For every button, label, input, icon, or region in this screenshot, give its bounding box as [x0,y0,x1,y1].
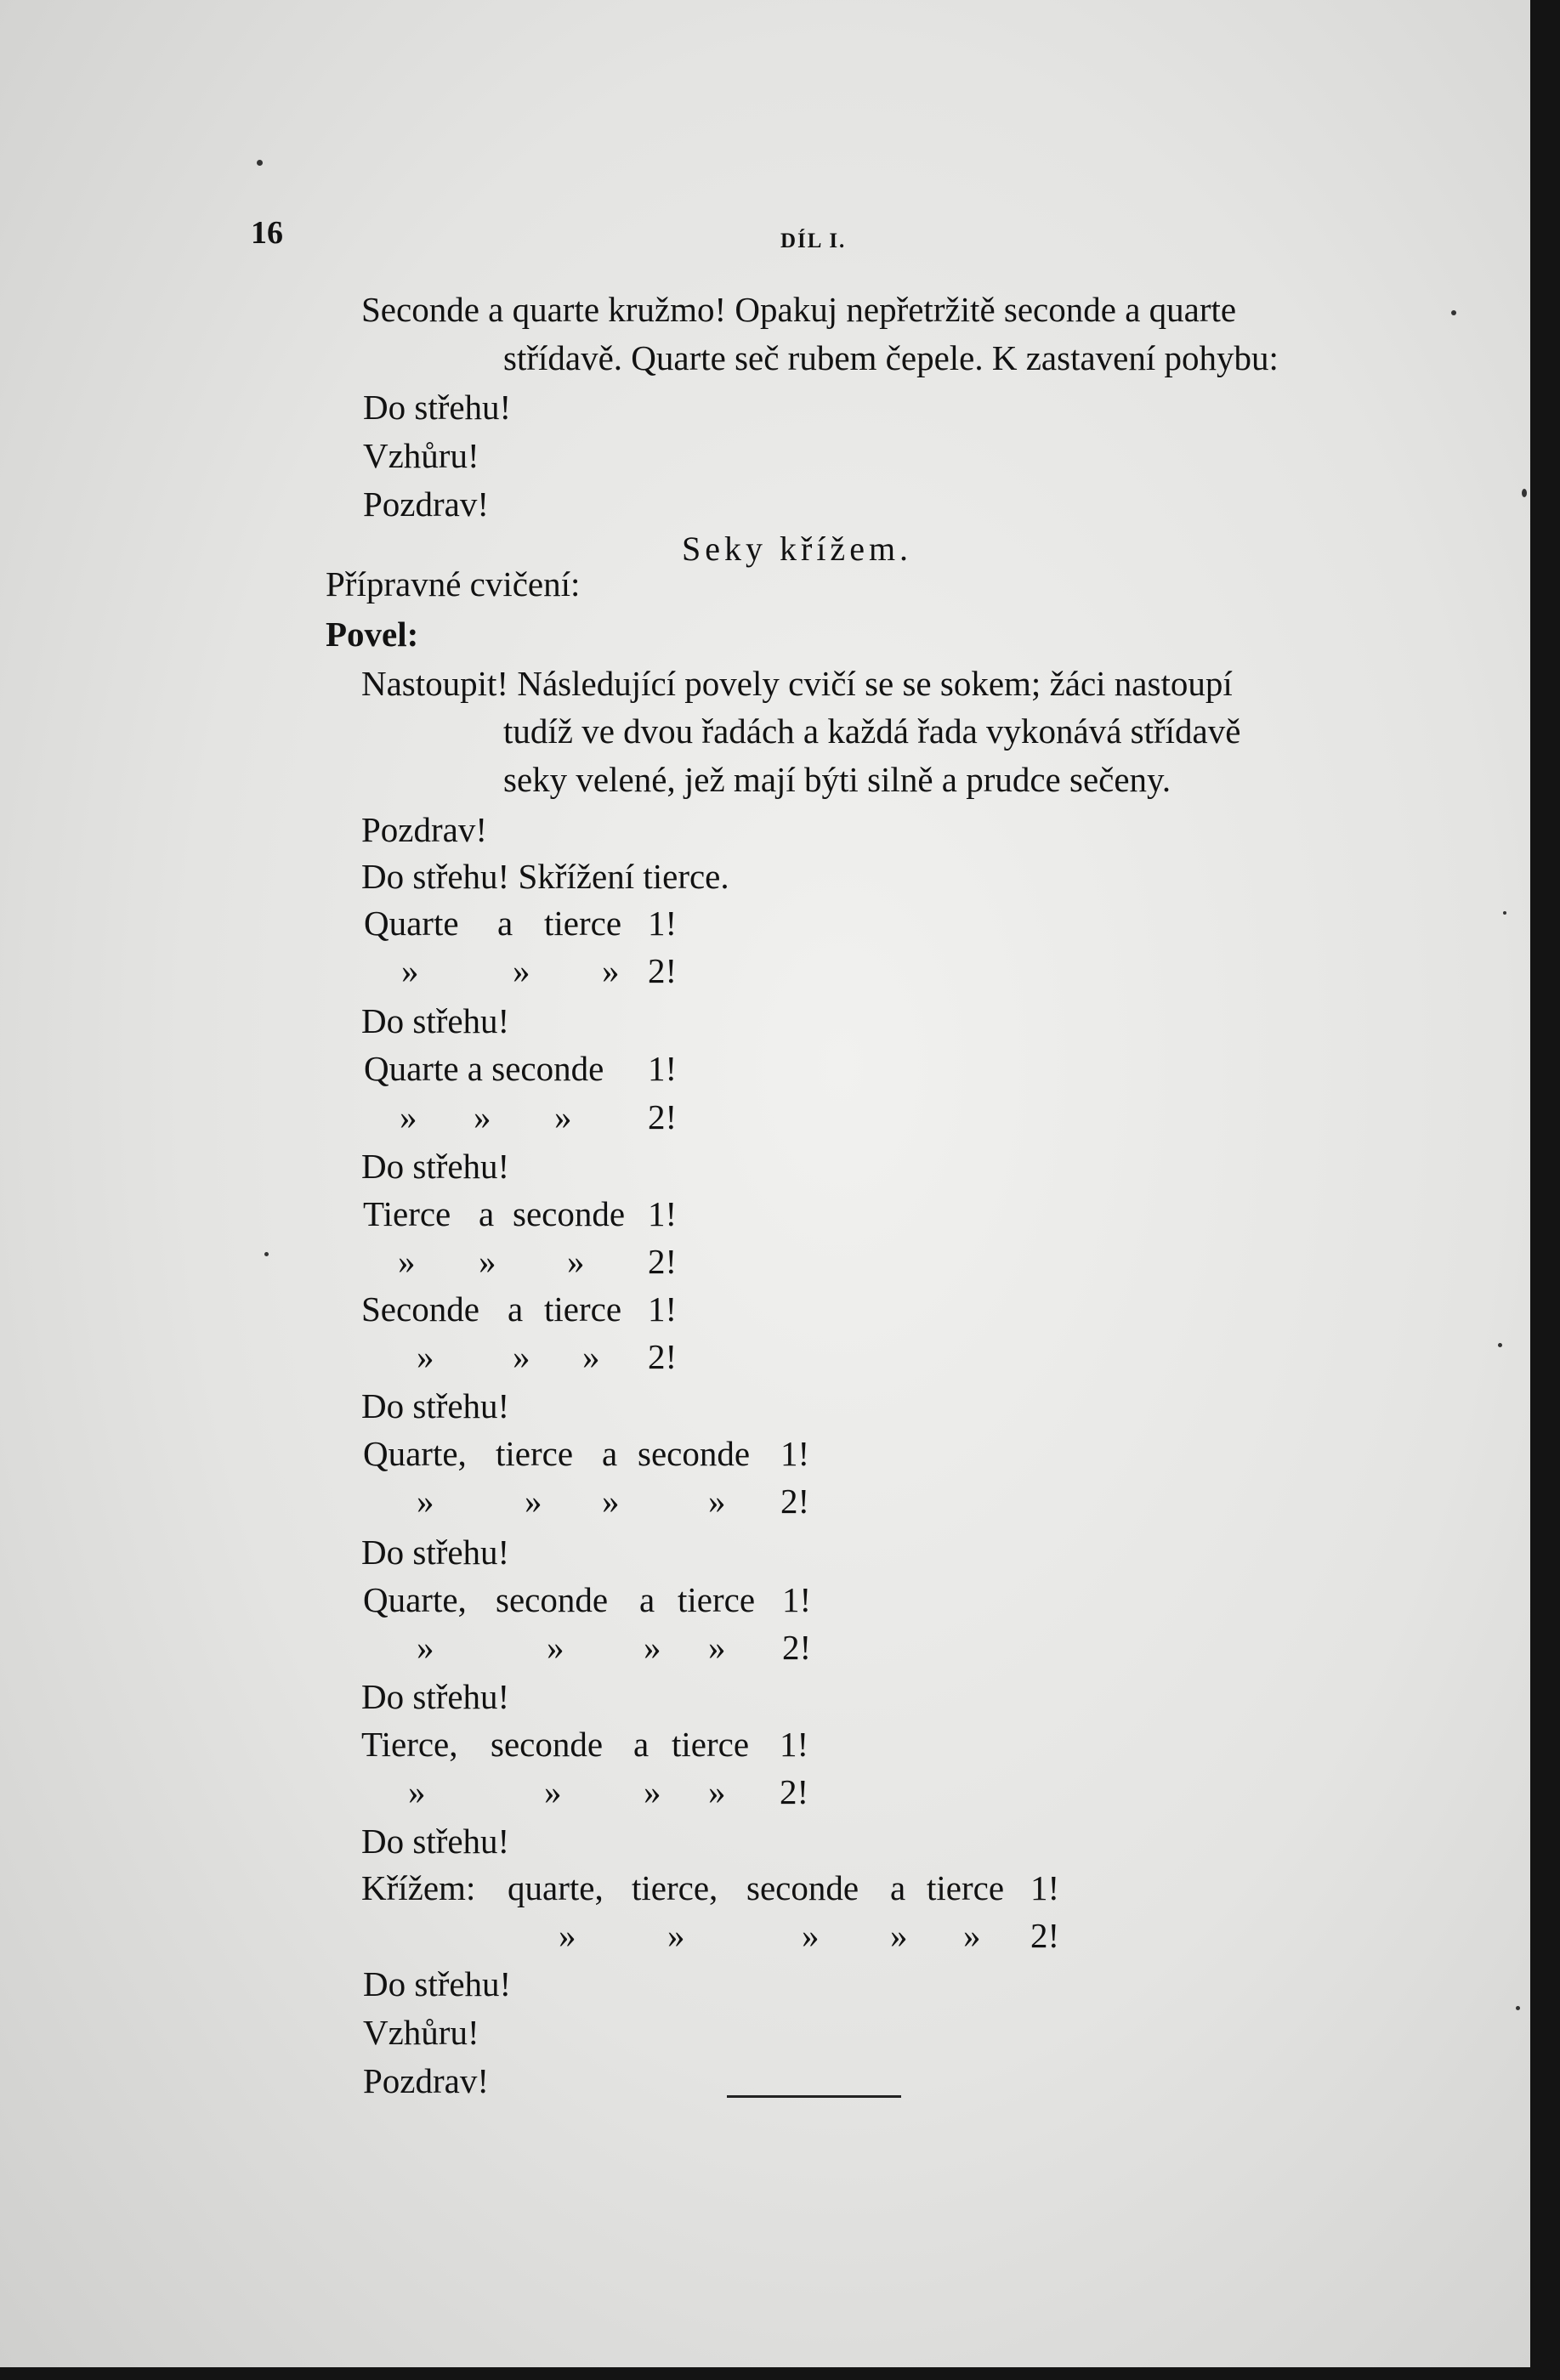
intro-line-2: střídavě. Quarte seč rubem čepele. K zastavení pohybu: [503,338,1279,377]
command-line: Do střehu! [361,1147,510,1186]
drill-word: tierce, [632,1868,718,1907]
drill-count: 1! [648,1049,678,1088]
drill-word: Quarte, [363,1580,467,1619]
command-line: Pozdrav! [361,810,488,849]
page-number: 16 [251,215,283,251]
ditto-mark: » [400,1097,417,1136]
drill-word: Křížem: [361,1868,476,1907]
ditto-mark: » [398,1242,416,1281]
ditto-mark: » [417,1628,434,1667]
command-line: Pozdrav! [363,2061,490,2100]
drill-count: 2! [1030,1916,1060,1955]
running-head: DÍL I. [780,230,847,252]
drill-count: 1! [780,1725,809,1764]
drill-word: a [639,1580,655,1619]
drill-count: 1! [782,1580,812,1619]
command-line: Do střehu! [361,1001,510,1040]
nastoupit-line-1: Nastoupit! Následující povely cvičí se se sokem; žáci nastoupí [361,664,1233,703]
ditto-mark: » [547,1628,564,1667]
prep-label: Přípravné cvičení: [326,564,581,604]
povel-label: Povel: [326,615,419,654]
drill-count: 1! [1030,1868,1060,1907]
ditto-mark: » [708,1772,726,1811]
command-line: Do střehu! [361,1533,510,1572]
drill-count: 1! [780,1434,810,1473]
print-speck [1503,911,1506,915]
ditto-mark: » [408,1772,426,1811]
drill-word: tierce [678,1580,756,1619]
command-line: Do střehu! [363,388,512,427]
drill-count: 1! [648,1289,678,1329]
ditto-mark: » [567,1242,585,1281]
drill-word: tierce [544,904,622,943]
ditto-mark: » [582,1337,600,1376]
drill-word: tierce [496,1434,574,1473]
command-line: Vzhůru! [363,436,479,475]
command-line: Vzhůru! [363,2013,479,2052]
ditto-mark: » [708,1482,726,1521]
ditto-mark: » [474,1097,491,1136]
command-line: Do střehu! [363,1964,512,2003]
drill-count: 2! [780,1482,810,1521]
drill-word: Quarte [364,904,459,943]
drill-word: Quarte a seconde [364,1049,604,1088]
drill-count: 1! [648,904,678,943]
ditto-mark: » [554,1097,572,1136]
drill-word: quarte, [508,1868,604,1907]
drill-word: a [479,1194,495,1233]
section-title: Seky křížem. [682,530,913,568]
ditto-mark: » [479,1242,496,1281]
drill-word: a [497,904,513,943]
command-line: Do střehu! [361,1677,510,1716]
drill-word: seconde [496,1580,609,1619]
ditto-mark: » [644,1772,661,1811]
nastoupit-line-2: tudíž ve dvou řadách a každá řada vykonává střídavě [503,711,1241,751]
drill-count: 2! [648,951,678,990]
command-line: Pozdrav! [363,484,490,524]
ditto-mark: » [890,1916,908,1955]
drill-word: tierce [927,1868,1005,1907]
drill-word: a [508,1289,524,1329]
print-speck [1522,489,1527,497]
ditto-mark: » [525,1482,542,1521]
ditto-mark: » [417,1337,434,1376]
print-speck [1451,310,1456,315]
print-speck [1516,2006,1520,2010]
print-speck [1498,1343,1502,1347]
print-speck [257,160,263,166]
drill-word: Tierce, [361,1725,458,1764]
ditto-mark: » [602,1482,620,1521]
drill-count: 1! [648,1194,678,1233]
ditto-mark: » [602,951,620,990]
scan-edge-right [1530,0,1560,2380]
intro-line-1: Seconde a quarte kružmo! Opakuj nepřetržitě seconde a quarte [361,290,1237,329]
command-line: Do střehu! [361,1822,510,1861]
ditto-mark: » [802,1916,820,1955]
scan-edge-bottom [0,2367,1560,2380]
ditto-mark: » [513,951,530,990]
drill-word: seconde [638,1434,751,1473]
print-speck [264,1252,269,1256]
ditto-mark: » [963,1916,981,1955]
ditto-mark: » [544,1772,562,1811]
drill-word: seconde [491,1725,604,1764]
drill-count: 2! [648,1337,678,1376]
drill-word: tierce [672,1725,750,1764]
drill-count: 2! [648,1242,678,1281]
ditto-mark: » [417,1482,434,1521]
ditto-mark: » [667,1916,685,1955]
drill-word: Tierce [363,1194,451,1233]
drill-word: seconde [513,1194,626,1233]
ditto-mark: » [559,1916,576,1955]
drill-count: 2! [648,1097,678,1136]
drill-word: Quarte, [363,1434,467,1473]
drill-count: 2! [782,1628,812,1667]
ditto-mark: » [401,951,419,990]
drill-word: a [890,1868,906,1907]
ditto-mark: » [513,1337,530,1376]
drill-word: a [602,1434,618,1473]
drill-count: 2! [780,1772,809,1811]
nastoupit-line-3: seky velené, jež mají býti silně a prudce sečeny. [503,760,1171,799]
ditto-mark: » [708,1628,726,1667]
ditto-mark: » [644,1628,661,1667]
drill-word: seconde [746,1868,859,1907]
end-rule [727,2095,901,2098]
drill-word: tierce [544,1289,622,1329]
drill-word: a [633,1725,650,1764]
drill-word: Seconde [361,1289,479,1329]
command-line: Do střehu! [361,1386,510,1425]
command-line: Do střehu! Skřížení tierce. [361,857,729,896]
